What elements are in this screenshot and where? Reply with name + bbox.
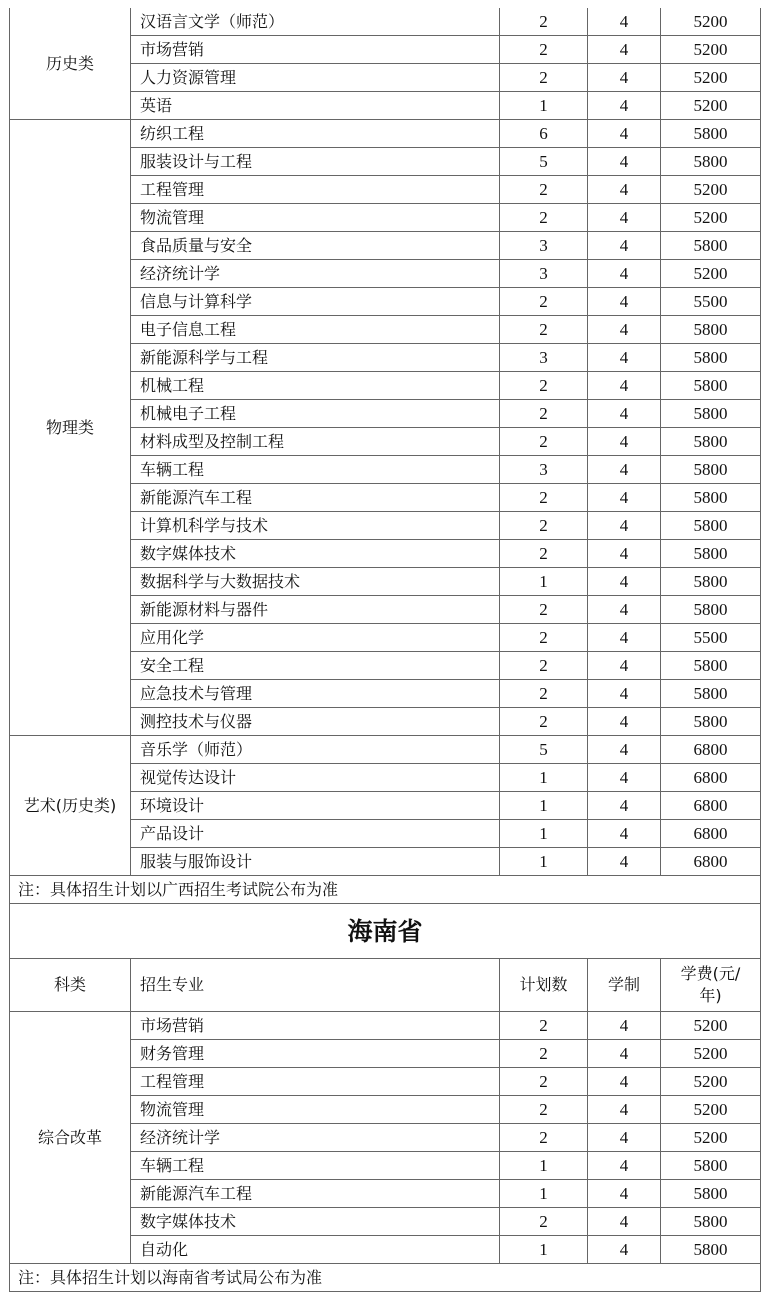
major-cell: 产品设计 <box>131 820 500 848</box>
years-cell: 4 <box>588 1208 661 1236</box>
years-cell: 4 <box>588 120 661 148</box>
major-cell: 数字媒体技术 <box>131 1208 500 1236</box>
plan-count-cell: 2 <box>500 372 588 400</box>
major-cell: 新能源汽车工程 <box>131 484 500 512</box>
major-cell: 音乐学（师范） <box>131 736 500 764</box>
years-cell: 4 <box>588 316 661 344</box>
major-cell: 物流管理 <box>131 204 500 232</box>
fee-cell: 5200 <box>661 64 761 92</box>
major-cell: 纺织工程 <box>131 120 500 148</box>
major-cell: 英语 <box>131 92 500 120</box>
fee-cell: 5200 <box>661 176 761 204</box>
hainan-section <box>10 1012 761 1264</box>
major-cell: 安全工程 <box>131 652 500 680</box>
plan-count-cell: 2 <box>500 484 588 512</box>
years-cell: 4 <box>588 568 661 596</box>
major-cell: 应用化学 <box>131 624 500 652</box>
plan-count-cell: 1 <box>500 1180 588 1208</box>
plan-count-cell: 3 <box>500 344 588 372</box>
fee-cell: 5800 <box>661 400 761 428</box>
table-row <box>10 736 761 764</box>
fee-cell: 5800 <box>661 1208 761 1236</box>
plan-count-cell: 3 <box>500 456 588 484</box>
years-cell: 4 <box>588 204 661 232</box>
category-cell: 综合改革 <box>10 1012 131 1264</box>
major-cell: 数据科学与大数据技术 <box>131 568 500 596</box>
plan-count-cell: 6 <box>500 120 588 148</box>
major-cell: 应急技术与管理 <box>131 680 500 708</box>
plan-count-cell: 1 <box>500 792 588 820</box>
category-cell: 物理类 <box>10 120 131 736</box>
major-cell: 汉语言文学（师范） <box>131 8 500 36</box>
years-cell: 4 <box>588 848 661 876</box>
major-cell: 物流管理 <box>131 1096 500 1124</box>
plan-count-cell: 3 <box>500 260 588 288</box>
fee-cell: 5800 <box>661 484 761 512</box>
major-cell: 测控技术与仪器 <box>131 708 500 736</box>
fee-cell: 5800 <box>661 568 761 596</box>
plan-count-cell: 1 <box>500 92 588 120</box>
years-cell: 4 <box>588 1012 661 1040</box>
years-cell: 4 <box>588 596 661 624</box>
major-cell: 新能源汽车工程 <box>131 1180 500 1208</box>
major-cell: 材料成型及控制工程 <box>131 428 500 456</box>
plan-count-cell: 1 <box>500 820 588 848</box>
years-cell: 4 <box>588 232 661 260</box>
major-cell: 财务管理 <box>131 1040 500 1068</box>
years-cell: 4 <box>588 344 661 372</box>
years-cell: 4 <box>588 1096 661 1124</box>
plan-count-cell: 2 <box>500 8 588 36</box>
fee-cell: 5200 <box>661 92 761 120</box>
years-cell: 4 <box>588 1180 661 1208</box>
years-cell: 4 <box>588 64 661 92</box>
years-cell: 4 <box>588 820 661 848</box>
fee-cell: 5200 <box>661 1068 761 1096</box>
fee-cell: 5800 <box>661 344 761 372</box>
fee-cell: 5200 <box>661 1040 761 1068</box>
years-cell: 4 <box>588 792 661 820</box>
major-cell: 经济统计学 <box>131 260 500 288</box>
years-cell: 4 <box>588 512 661 540</box>
fee-cell: 5800 <box>661 1236 761 1264</box>
fee-cell: 5800 <box>661 596 761 624</box>
major-cell: 信息与计算科学 <box>131 288 500 316</box>
plan-count-cell: 2 <box>500 596 588 624</box>
major-cell: 计算机科学与技术 <box>131 512 500 540</box>
plan-count-cell: 2 <box>500 1040 588 1068</box>
years-cell: 4 <box>588 288 661 316</box>
fee-cell: 5800 <box>661 372 761 400</box>
fee-cell: 5800 <box>661 232 761 260</box>
years-cell: 4 <box>588 1068 661 1096</box>
table-row <box>10 8 761 36</box>
guangxi-note-section <box>10 876 761 1012</box>
plan-count-cell: 5 <box>500 148 588 176</box>
fee-cell: 5800 <box>661 652 761 680</box>
header-major: 招生专业 <box>131 959 500 1012</box>
major-cell: 工程管理 <box>131 1068 500 1096</box>
plan-count-cell: 1 <box>500 1152 588 1180</box>
years-cell: 4 <box>588 456 661 484</box>
major-cell: 新能源材料与器件 <box>131 596 500 624</box>
major-cell: 环境设计 <box>131 792 500 820</box>
header-fee: 学费(元/年) <box>661 959 761 1012</box>
hainan-note: 注：具体招生计划以海南省考试局公布为准 <box>10 1264 761 1292</box>
plan-count-cell: 2 <box>500 512 588 540</box>
plan-count-cell: 2 <box>500 1208 588 1236</box>
major-cell: 机械工程 <box>131 372 500 400</box>
fee-cell: 5200 <box>661 204 761 232</box>
plan-count-cell: 2 <box>500 624 588 652</box>
plan-count-cell: 2 <box>500 652 588 680</box>
plan-count-cell: 1 <box>500 1236 588 1264</box>
fee-cell: 5800 <box>661 428 761 456</box>
years-cell: 4 <box>588 8 661 36</box>
years-cell: 4 <box>588 764 661 792</box>
major-cell: 自动化 <box>131 1236 500 1264</box>
plan-count-cell: 2 <box>500 428 588 456</box>
fee-cell: 5500 <box>661 288 761 316</box>
table-row <box>10 1012 761 1040</box>
admission-plan-table <box>9 8 761 1292</box>
plan-count-cell: 2 <box>500 36 588 64</box>
plan-count-cell: 2 <box>500 288 588 316</box>
fee-cell: 6800 <box>661 820 761 848</box>
years-cell: 4 <box>588 428 661 456</box>
fee-cell: 5200 <box>661 1096 761 1124</box>
fee-cell: 6800 <box>661 792 761 820</box>
major-cell: 电子信息工程 <box>131 316 500 344</box>
fee-cell: 5800 <box>661 1180 761 1208</box>
major-cell: 车辆工程 <box>131 1152 500 1180</box>
years-cell: 4 <box>588 708 661 736</box>
major-cell: 车辆工程 <box>131 456 500 484</box>
header-years: 学制 <box>588 959 661 1012</box>
years-cell: 4 <box>588 148 661 176</box>
major-cell: 新能源科学与工程 <box>131 344 500 372</box>
major-cell: 工程管理 <box>131 176 500 204</box>
plan-count-cell: 2 <box>500 540 588 568</box>
plan-count-cell: 2 <box>500 708 588 736</box>
fee-cell: 5200 <box>661 260 761 288</box>
plan-count-cell: 1 <box>500 568 588 596</box>
plan-count-cell: 2 <box>500 680 588 708</box>
plan-count-cell: 2 <box>500 400 588 428</box>
fee-cell: 5800 <box>661 1152 761 1180</box>
category-cell: 历史类 <box>10 8 131 120</box>
plan-count-cell: 3 <box>500 232 588 260</box>
years-cell: 4 <box>588 484 661 512</box>
fee-cell: 5800 <box>661 148 761 176</box>
years-cell: 4 <box>588 1040 661 1068</box>
plan-count-cell: 2 <box>500 176 588 204</box>
header-category: 科类 <box>10 959 131 1012</box>
plan-count-cell: 2 <box>500 64 588 92</box>
fee-cell: 5800 <box>661 456 761 484</box>
fee-cell: 5200 <box>661 1124 761 1152</box>
years-cell: 4 <box>588 176 661 204</box>
years-cell: 4 <box>588 652 661 680</box>
major-cell: 视觉传达设计 <box>131 764 500 792</box>
fee-cell: 6800 <box>661 764 761 792</box>
fee-cell: 5800 <box>661 540 761 568</box>
years-cell: 4 <box>588 372 661 400</box>
fee-cell: 5800 <box>661 708 761 736</box>
years-cell: 4 <box>588 1152 661 1180</box>
province-title-hainan: 海南省 <box>10 904 761 959</box>
major-cell: 人力资源管理 <box>131 64 500 92</box>
category-cell: 艺术(历史类) <box>10 736 131 876</box>
major-cell: 服装与服饰设计 <box>131 848 500 876</box>
fee-cell: 5800 <box>661 120 761 148</box>
years-cell: 4 <box>588 260 661 288</box>
years-cell: 4 <box>588 680 661 708</box>
guangxi-section <box>10 8 761 876</box>
plan-count-cell: 1 <box>500 848 588 876</box>
header-row <box>10 959 761 1012</box>
guangxi-note: 注：具体招生计划以广西招生考试院公布为准 <box>10 876 761 904</box>
years-cell: 4 <box>588 1236 661 1264</box>
plan-count-cell: 2 <box>500 316 588 344</box>
fee-cell: 5200 <box>661 36 761 64</box>
fee-cell: 6800 <box>661 848 761 876</box>
major-cell: 市场营销 <box>131 36 500 64</box>
years-cell: 4 <box>588 36 661 64</box>
fee-cell: 5800 <box>661 680 761 708</box>
plan-count-cell: 2 <box>500 1124 588 1152</box>
years-cell: 4 <box>588 624 661 652</box>
plan-count-cell: 1 <box>500 764 588 792</box>
major-cell: 食品质量与安全 <box>131 232 500 260</box>
plan-count-cell: 2 <box>500 1068 588 1096</box>
fee-cell: 6800 <box>661 736 761 764</box>
fee-cell: 5200 <box>661 1012 761 1040</box>
major-cell: 数字媒体技术 <box>131 540 500 568</box>
years-cell: 4 <box>588 1124 661 1152</box>
table-row <box>10 120 761 148</box>
years-cell: 4 <box>588 540 661 568</box>
major-cell: 服装设计与工程 <box>131 148 500 176</box>
header-plan: 计划数 <box>500 959 588 1012</box>
plan-count-cell: 2 <box>500 1096 588 1124</box>
plan-count-cell: 2 <box>500 204 588 232</box>
years-cell: 4 <box>588 92 661 120</box>
major-cell: 市场营销 <box>131 1012 500 1040</box>
years-cell: 4 <box>588 400 661 428</box>
major-cell: 机械电子工程 <box>131 400 500 428</box>
fee-cell: 5800 <box>661 512 761 540</box>
fee-cell: 5800 <box>661 316 761 344</box>
major-cell: 经济统计学 <box>131 1124 500 1152</box>
plan-count-cell: 5 <box>500 736 588 764</box>
plan-count-cell: 2 <box>500 1012 588 1040</box>
years-cell: 4 <box>588 736 661 764</box>
fee-cell: 5200 <box>661 8 761 36</box>
fee-cell: 5500 <box>661 624 761 652</box>
